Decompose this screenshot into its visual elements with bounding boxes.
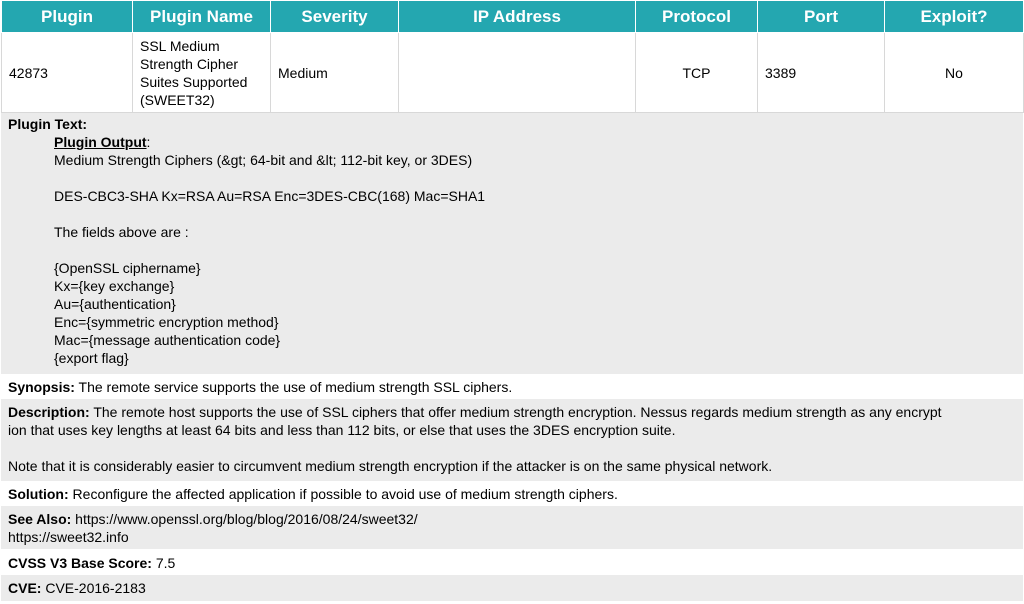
- see-also-link[interactable]: https://www.openssl.org/blog/blog/2016/08/24/sweet32/: [71, 511, 418, 527]
- plugin-name-line: SSL Medium: [140, 37, 220, 54]
- plugin-output-line: The fields above are :: [54, 224, 189, 240]
- solution-label: Solution:: [8, 486, 69, 502]
- cell-ip-address: [399, 33, 636, 113]
- plugin-text-label: Plugin Text:: [8, 116, 88, 132]
- plugin-output-block: [8, 133, 1016, 367]
- cell-plugin-name: [133, 33, 271, 113]
- synopsis-label: Synopsis:: [8, 379, 75, 395]
- plugin-output-line: DES-CBC3-SHA Kx=RSA Au=RSA Enc=3DES-CBC(168) Mac=SHA1: [54, 188, 486, 204]
- description-line: The remote host supports the use of SSL ciphers that offer medium strength encryption. Nessus regards medium strength as any encrypt: [89, 404, 942, 420]
- plugin-table: [1, 0, 1024, 113]
- plugin-text-section: [1, 113, 1023, 374]
- plugin-output-line: {export flag}: [54, 350, 129, 366]
- cvss-score: 7.5: [151, 555, 176, 571]
- see-also-link[interactable]: https://sweet32.info: [8, 529, 129, 545]
- see-also-section: [1, 506, 1023, 549]
- plugin-name-line: Strength Cipher: [140, 55, 239, 72]
- cve-section: [1, 575, 1023, 601]
- cell-plugin-id: 42873: [2, 33, 133, 113]
- cell-exploit: No: [885, 33, 1024, 113]
- spacer: [8, 439, 1016, 457]
- cvss-section: [1, 549, 1023, 575]
- col-header-ip-address: IP Address: [399, 1, 636, 33]
- cvss-label: CVSS V3 Base Score:: [8, 555, 152, 571]
- table-header-row: [2, 1, 1024, 33]
- col-header-protocol: Protocol: [636, 1, 758, 33]
- plugin-output-line: Au={authentication}: [54, 296, 176, 312]
- description-label: Description:: [8, 404, 90, 420]
- cve-label: CVE:: [8, 580, 42, 596]
- cell-protocol: TCP: [636, 33, 758, 113]
- plugin-output-line: Mac={message authentication code}: [54, 332, 281, 348]
- synopsis-section: [1, 374, 1023, 399]
- plugin-output-colon: :: [146, 134, 151, 150]
- col-header-plugin: Plugin: [2, 1, 133, 33]
- col-header-port: Port: [758, 1, 885, 33]
- description-section: [1, 399, 1023, 481]
- see-also-label: See Also:: [8, 511, 72, 527]
- plugin-output-line: [54, 205, 1016, 223]
- cell-severity: Medium: [271, 33, 399, 113]
- solution-section: [1, 481, 1023, 506]
- cell-port: 3389: [758, 33, 885, 113]
- description-line: ion that uses key lengths at least 64 bits and less than 112 bits, or else that uses the 3DES encryption suite.: [8, 422, 676, 438]
- plugin-output-line: Medium Strength Ciphers (&gt; 64-bit and &lt; 112-bit key, or 3DES): [54, 152, 473, 168]
- cve-id: CVE-2016-2183: [41, 580, 146, 596]
- plugin-output-line: [54, 169, 1016, 187]
- description-line: Note that it is considerably easier to circumvent medium strength encryption if the attacker is on the same physical network.: [8, 458, 773, 474]
- solution-text: Reconfigure the affected application if possible to avoid use of medium strength ciphers.: [68, 486, 618, 502]
- plugin-name-line: (SWEET32): [140, 91, 215, 108]
- plugin-output-line: {OpenSSL ciphername}: [54, 260, 201, 276]
- col-header-plugin-name: Plugin Name: [133, 1, 271, 33]
- plugin-output-line: Kx={key exchange}: [54, 278, 175, 294]
- plugin-output-line: [54, 241, 1016, 259]
- col-header-exploit: Exploit?: [885, 1, 1024, 33]
- synopsis-text: The remote service supports the use of medium strength SSL ciphers.: [74, 379, 513, 395]
- plugin-output-label: Plugin Output: [54, 134, 147, 150]
- plugin-output-line: Enc={symmetric encryption method}: [54, 314, 279, 330]
- col-header-severity: Severity: [271, 1, 399, 33]
- table-row: [2, 33, 1024, 113]
- plugin-name-line: Suites Supported: [140, 73, 248, 90]
